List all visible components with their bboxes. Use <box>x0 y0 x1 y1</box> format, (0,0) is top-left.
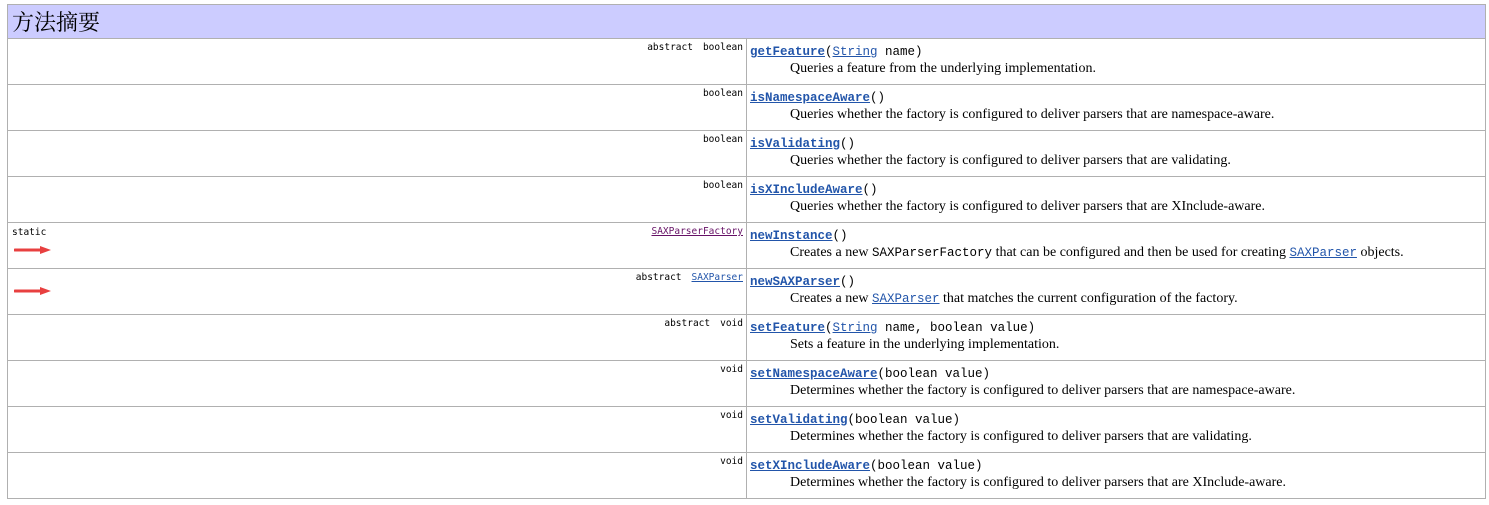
method-description: Queries whether the factory is configured to deliver parsers that are validating. <box>790 153 1231 168</box>
method-cell <box>747 131 1486 177</box>
method-cell <box>747 315 1486 361</box>
method-cell <box>747 223 1486 269</box>
signature-params: () <box>840 137 856 151</box>
method-description: Queries a feature from the underlying implementation. <box>790 61 1096 76</box>
method-cell <box>747 39 1486 85</box>
method-link-setFeature[interactable]: setFeature <box>750 321 826 335</box>
method-description: Determines whether the factory is configured to deliver parsers that are XInclude-aware. <box>790 475 1287 490</box>
desc-text: that matches the current configuration of the factory. <box>939 291 1238 306</box>
method-link-setValidating[interactable]: setValidating <box>750 413 848 427</box>
return-type: void <box>720 410 743 421</box>
method-signature <box>750 228 1485 244</box>
table-row <box>8 269 1486 315</box>
desc-link-saxparser[interactable]: SAXParser <box>1289 246 1357 260</box>
method-link-newInstance[interactable]: newInstance <box>750 229 833 243</box>
signature-params: () <box>832 229 848 243</box>
signature-params: (boolean value) <box>847 413 961 427</box>
signature-params: (boolean value) <box>877 367 991 381</box>
return-type: void <box>720 318 743 329</box>
modifier-cell <box>8 131 747 177</box>
method-description <box>750 244 1485 262</box>
modifier-abstract: abstract <box>647 42 693 53</box>
desc-text: Creates a new <box>790 245 873 260</box>
return-type: boolean <box>702 88 743 99</box>
return-type-link-saxparserfactory[interactable]: SAXParserFactory <box>651 226 743 237</box>
method-signature <box>750 412 1485 428</box>
method-cell <box>747 85 1486 131</box>
desc-code: SAXParserFactory <box>872 246 993 260</box>
method-signature <box>750 136 1485 152</box>
method-signature <box>750 366 1485 382</box>
method-description: Queries whether the factory is configured to deliver parsers that are XInclude-aware. <box>790 199 1266 214</box>
table-row <box>8 361 1486 407</box>
signature-params: name, boolean value) <box>877 321 1036 335</box>
signature-open: ( <box>825 45 833 59</box>
method-description: Queries whether the factory is configured to deliver parsers that are namespace-aware. <box>790 107 1275 122</box>
signature-params: name) <box>877 45 923 59</box>
modifier-cell <box>8 177 747 223</box>
modifier-cell <box>8 407 747 453</box>
red-arrow-icon <box>14 286 52 296</box>
method-link-getFeature[interactable]: getFeature <box>750 45 826 59</box>
method-description <box>750 290 1485 308</box>
return-type-link-saxparser[interactable]: SAXParser <box>691 272 743 283</box>
table-row <box>8 177 1486 223</box>
modifier-cell <box>8 39 747 85</box>
signature-params: () <box>870 91 886 105</box>
table-row <box>8 131 1486 177</box>
method-description: Sets a feature in the underlying implementation. <box>790 337 1060 352</box>
method-link-newSAXParser[interactable]: newSAXParser <box>750 275 841 289</box>
method-signature <box>750 458 1485 474</box>
param-type-link-string[interactable]: String <box>832 45 878 59</box>
table-row <box>8 453 1486 499</box>
method-link-setXIncludeAware[interactable]: setXIncludeAware <box>750 459 871 473</box>
method-link-isValidating[interactable]: isValidating <box>750 137 841 151</box>
table-row <box>8 315 1486 361</box>
param-type-link-string[interactable]: String <box>832 321 878 335</box>
method-link-isNamespaceAware[interactable]: isNamespaceAware <box>750 91 871 105</box>
method-cell <box>747 453 1486 499</box>
modifier-cell <box>8 453 747 499</box>
modifier-cell <box>8 85 747 131</box>
method-summary-table <box>7 4 1486 499</box>
method-cell <box>747 177 1486 223</box>
method-cell <box>747 407 1486 453</box>
desc-text: objects. <box>1356 245 1404 260</box>
summary-header-title: 方法摘要 <box>8 5 1486 39</box>
method-link-isXIncludeAware[interactable]: isXIncludeAware <box>750 183 863 197</box>
method-description: Determines whether the factory is configured to deliver parsers that are validating. <box>790 429 1252 444</box>
method-cell <box>747 269 1486 315</box>
method-signature <box>750 320 1485 336</box>
modifier-abstract: abstract <box>635 272 682 283</box>
table-row <box>8 85 1486 131</box>
modifier-cell <box>8 315 747 361</box>
return-type: boolean <box>702 180 743 191</box>
modifier-abstract: abstract <box>664 318 711 329</box>
method-signature <box>750 274 1485 290</box>
desc-text: that can be configured and then be used for creating <box>992 245 1290 260</box>
modifier-static: static <box>12 227 47 238</box>
method-signature <box>750 44 1485 60</box>
signature-open: ( <box>825 321 833 335</box>
method-signature <box>750 90 1485 106</box>
signature-params: (boolean value) <box>870 459 983 473</box>
return-type: void <box>720 364 743 375</box>
return-type: void <box>720 456 743 467</box>
desc-text: Creates a new <box>790 291 873 306</box>
method-cell <box>747 361 1486 407</box>
method-signature <box>750 182 1485 198</box>
return-type: boolean <box>702 134 743 145</box>
red-arrow-icon <box>14 245 52 255</box>
table-row <box>8 39 1486 85</box>
desc-link-saxparser[interactable]: SAXParser <box>872 292 940 306</box>
method-description: Determines whether the factory is configured to deliver parsers that are namespace-aware. <box>790 383 1296 398</box>
table-row <box>8 223 1486 269</box>
summary-header-row <box>8 5 1486 39</box>
modifier-cell <box>8 223 747 269</box>
method-link-setNamespaceAware[interactable]: setNamespaceAware <box>750 367 878 381</box>
modifier-cell <box>8 269 747 315</box>
signature-params: () <box>862 183 878 197</box>
table-row <box>8 407 1486 453</box>
modifier-cell <box>8 361 747 407</box>
signature-params: () <box>840 275 856 289</box>
return-type: boolean <box>702 42 743 53</box>
